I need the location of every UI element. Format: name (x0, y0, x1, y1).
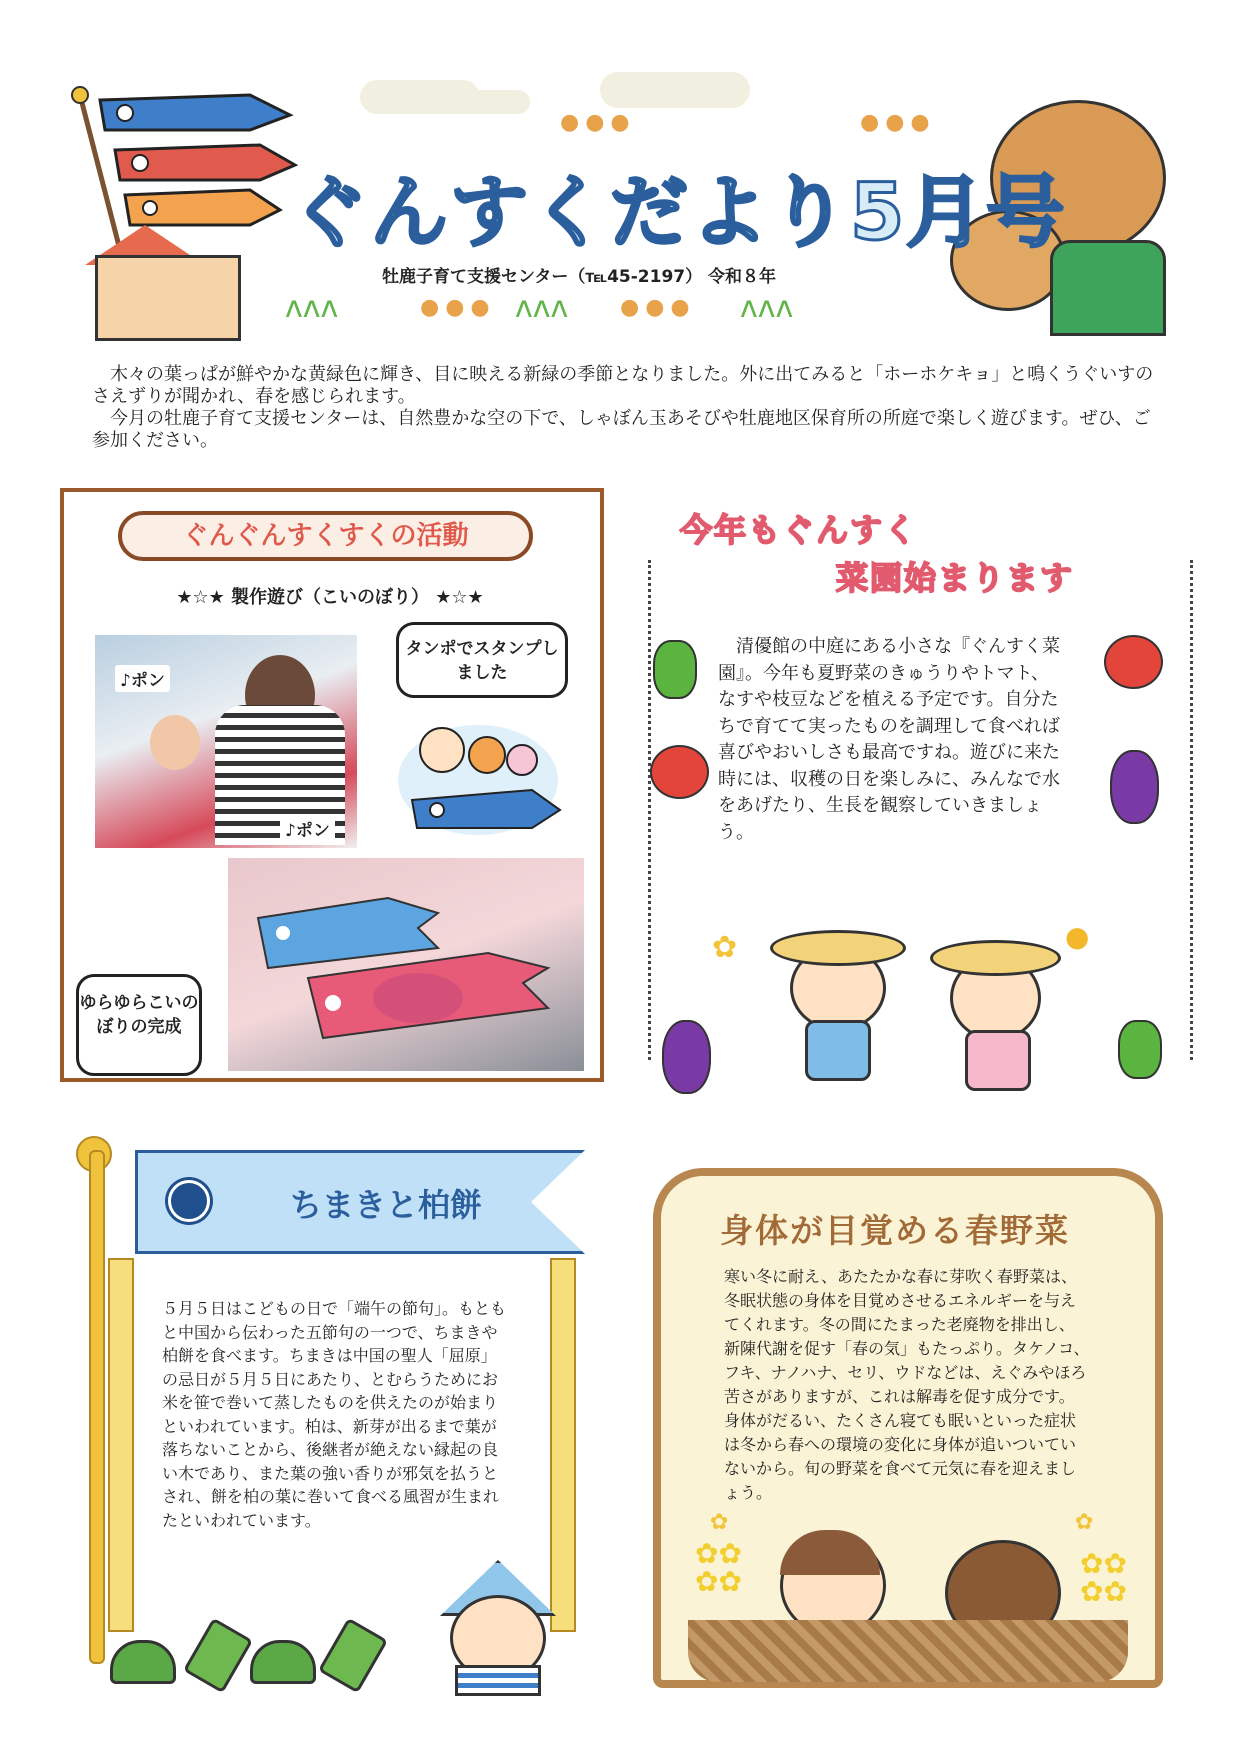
dots-decoration: ●●● (860, 110, 936, 135)
eggplant-icon (1110, 750, 1159, 824)
chimaki-icon (318, 1618, 388, 1694)
activity-photo (95, 635, 357, 848)
vine-left-icon (648, 560, 691, 1060)
pole (89, 1150, 105, 1664)
speech-bubble: ゆらゆらこいのぼりの完成 (76, 974, 202, 1076)
garden-title-line2: 菜園始まります (836, 559, 1075, 597)
koinobori-photo (228, 858, 584, 1071)
nanohana-icon: ✿✿ ✿✿ (695, 1537, 742, 1598)
pon-label: ♪ポン (280, 815, 335, 842)
scroll-right (550, 1258, 576, 1632)
tomato-icon (650, 745, 709, 799)
butterfly-icon: ✿ (710, 1510, 729, 1535)
intro-paragraph: 今月の牡鹿子育て支援センターは、自然豊かな空の下で、しゃぼん玉あそびや牡鹿地区保育所の所庭で楽しく遊びます。ぜひ、ご参加ください。 (92, 408, 1151, 451)
intro-paragraph: 木々の葉っぱが鮮やかな黄緑色に輝き、目に映える新緑の季節となりました。外に出てみると「ホーホケキョ」と鳴くうぐいすのさえずりが聞かれ、春を感じられます。 (92, 364, 1154, 407)
basket-icon (688, 1620, 1128, 1682)
butterfly-icon: ✿ (1075, 1510, 1094, 1535)
kid-girl-dress (965, 1030, 1031, 1091)
grass-decoration: ᴧᴧᴧ (515, 290, 569, 325)
chimaki-title: ちまきと柏餅 (290, 1186, 483, 1224)
intro-text (92, 364, 1162, 452)
vine-right-icon (1150, 560, 1193, 1060)
chimaki-text: ５月５日はこどもの日で「端午の節句」。もともと中国から伝わった五節句の一つで、ちまきや柏餅を食べます。ちまきは中国の聖人「屈原」の忌日が５月５日にあたり、とむらうためにお米を笹で巻いて蒸したものを供えたのが始まりといわれています。柏は、新芽が出るまで葉が落ちないことから、後継者が絶えない縁起の良い木であり、また葉の強い香りが邪気を払うとされ、餅を柏の葉に巻いて食べる風習が生まれたといわれています。 (162, 1299, 507, 1530)
speech-bubble: タンポでスタンプしました (396, 622, 568, 698)
kashiwamochi-icon (110, 1640, 176, 1684)
kid-boy-shirt (805, 1020, 871, 1081)
dots-decoration: ●●● (560, 110, 636, 135)
page-title: ぐんすくだより5月号 (290, 168, 1067, 258)
nanohana-icon: ✿✿ ✿✿ (1080, 1547, 1127, 1608)
kid-kabuto-shirt (455, 1665, 541, 1696)
page-subtitle: 牡鹿子育て支援センター（℡45-2197） 令和８年 (382, 267, 777, 287)
tomato-icon (1104, 635, 1163, 689)
dots-decoration: ●●● (620, 295, 696, 320)
spring-text: 寒い冬に耐え、あたたかな春に芽吹く春野菜は、冬眠状態の身体を目覚めさせるエネルギーを与えてくれます。冬の間にたまった老廃物を排出し、新陳代謝を促す「春の気」もたっぷり。タケノコ、フキ、ナノハナ、セリ、ウドなどは、えぐみやほろ苦さがありますが、これは解毒を促す成分です。身体がだるい、たくさん寝ても眠いといった症状は冬から春への環境の変化に身体が追いついていないから。旬の野菜を食べて元気に春を迎えましょう。 (724, 1267, 1090, 1502)
chimaki-icon (183, 1618, 253, 1694)
cloud-icon (600, 72, 750, 108)
activity-subtitle: ★☆★ 製作遊び（こいのぼり） ★☆★ (176, 587, 484, 608)
house-icon (95, 255, 241, 341)
grass-decoration: ᴧᴧᴧ (740, 290, 794, 325)
spring-title: 身体が目覚める春野菜 (720, 1211, 1070, 1250)
butterfly-icon: ✿ (712, 930, 738, 965)
bear-shirt (1050, 240, 1166, 336)
kid-boy-hat (770, 930, 906, 966)
garden-text: 清優館の中庭にある小さな『ぐんすく菜園』。今年も夏野菜のきゅうりやトマト、なすや枝豆などを植える予定です。自分たちで育てて実ったものを調理して食べれば喜びやおいしさも最高ですね。遊びに来た時には、収穫の日を楽しみに、みんなで水をあげたり、生長を観察していきましょう。 (718, 636, 1060, 843)
pon-label: ♪ポン (115, 665, 170, 692)
garden-title-line1: 今年もぐんすく (680, 511, 919, 549)
kashiwamochi-icon (250, 1640, 316, 1684)
grass-decoration: ᴧᴧᴧ (285, 290, 339, 325)
activity-title: ぐんぐんすくすくの活動 (118, 511, 533, 561)
kids-on-koinobori-icon (392, 710, 564, 840)
pepper-icon (653, 640, 697, 699)
pepper-icon (1118, 1020, 1162, 1079)
bee-icon: ● (1065, 920, 1090, 953)
koi-eye-icon (168, 1180, 210, 1222)
dots-decoration: ●●● (420, 295, 496, 320)
cloud-icon (440, 90, 530, 114)
kid-girl-hat (930, 940, 1061, 976)
eggplant-icon (662, 1020, 711, 1094)
scroll-left (108, 1258, 134, 1632)
